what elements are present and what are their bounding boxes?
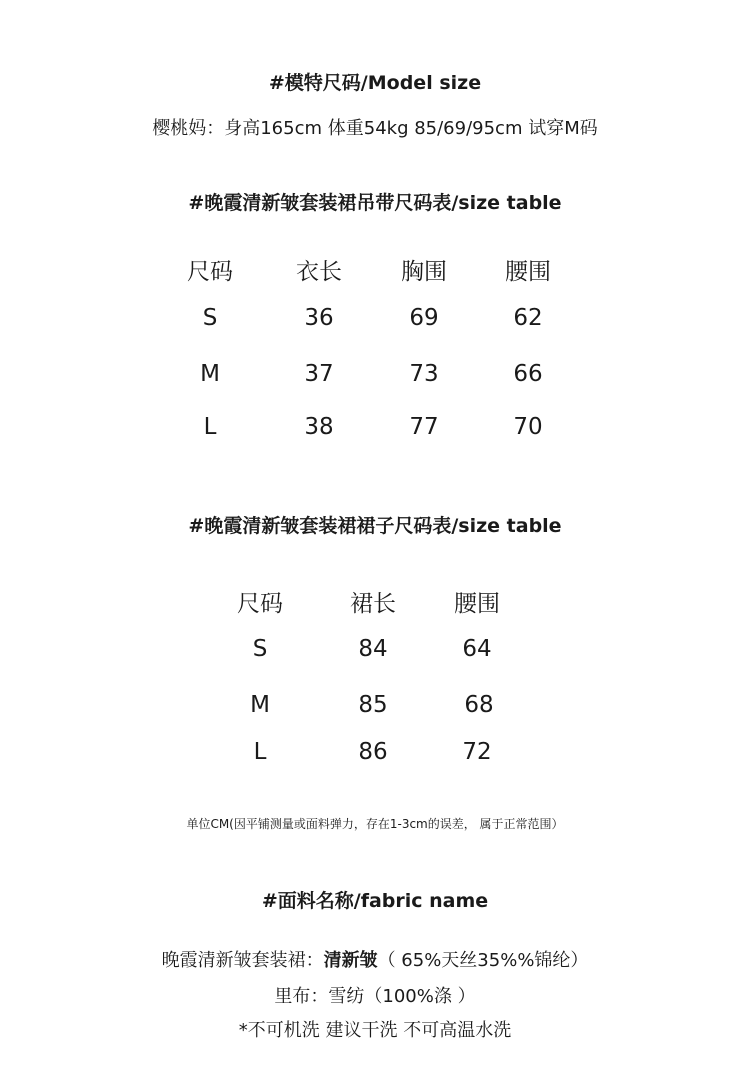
table-cell: M bbox=[200, 361, 220, 387]
model-size-line: 樱桃妈：身高165cm 体重54kg 85/69/95cm 试穿M码 bbox=[152, 118, 598, 139]
table-cell: L bbox=[253, 739, 267, 765]
table-cell: S bbox=[252, 636, 268, 662]
table-cell: M bbox=[250, 692, 270, 718]
table-cell: 85 bbox=[358, 692, 388, 718]
table-header: 衣长 bbox=[296, 259, 342, 285]
model-size-heading: #模特尺码/Model size bbox=[268, 72, 482, 94]
table-cell: 68 bbox=[464, 692, 494, 718]
table-cell: 66 bbox=[513, 361, 543, 387]
table-header: 胸围 bbox=[401, 259, 447, 285]
table-cell: 62 bbox=[513, 305, 543, 331]
fabric-composition: （ 65%天丝35%%锦纶） bbox=[377, 950, 589, 971]
table-cell: 72 bbox=[462, 739, 492, 765]
table-header: 尺码 bbox=[187, 259, 233, 285]
skirt-size-table-heading: #晚霞清新皱套装裙裙子尺码表/size table bbox=[188, 515, 562, 537]
table-header: 腰围 bbox=[454, 591, 500, 617]
table-cell: 64 bbox=[462, 636, 492, 662]
table-header: 尺码 bbox=[237, 591, 283, 617]
fabric-name: 清新皱 bbox=[323, 950, 378, 971]
fabric-line-1 bbox=[0, 946, 750, 972]
fabric-line-2: 里布：雪纺（100%涤 ） bbox=[274, 986, 476, 1007]
table-cell: L bbox=[203, 414, 217, 440]
table-cell: 69 bbox=[409, 305, 439, 331]
table-header: 裙长 bbox=[350, 591, 396, 617]
table-cell: 77 bbox=[409, 414, 439, 440]
table-cell: 86 bbox=[358, 739, 388, 765]
table-cell: S bbox=[202, 305, 218, 331]
table-header: 腰围 bbox=[505, 259, 551, 285]
table-cell: 70 bbox=[513, 414, 543, 440]
care-instructions: *不可机洗 建议干洗 不可高温水洗 bbox=[238, 1020, 512, 1041]
table-cell: 38 bbox=[304, 414, 334, 440]
table-cell: 73 bbox=[409, 361, 439, 387]
top-size-table-heading: #晚霞清新皱套装裙吊带尺码表/size table bbox=[188, 192, 562, 214]
table-cell: 84 bbox=[358, 636, 388, 662]
measurement-note: 单位CM(因平铺测量或面料弹力，存在1-3cm的误差， 属于正常范围） bbox=[186, 817, 564, 831]
table-cell: 36 bbox=[304, 305, 334, 331]
fabric-heading: #面料名称/fabric name bbox=[261, 890, 489, 912]
fabric-line-1-prefix: 晚霞清新皱套装裙： bbox=[161, 950, 324, 971]
table-cell: 37 bbox=[304, 361, 334, 387]
